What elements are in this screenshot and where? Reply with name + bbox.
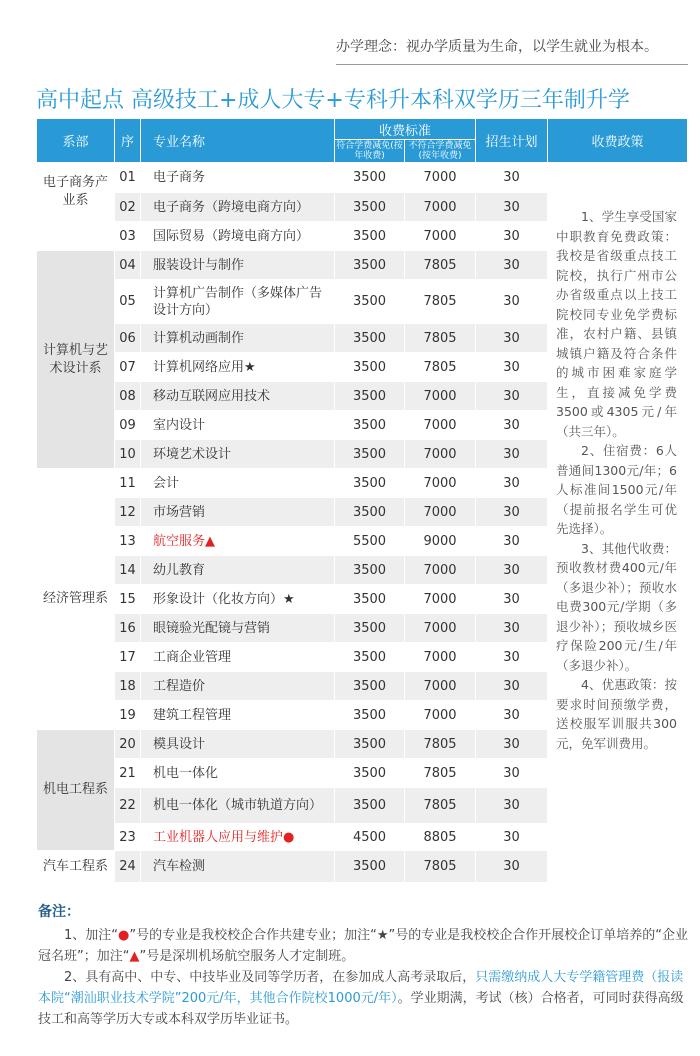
- row-fee-normal: 7000: [405, 643, 476, 672]
- row-major: 会计: [141, 469, 335, 498]
- row-plan: 30: [476, 730, 548, 759]
- row-major: 工程造价: [141, 672, 335, 701]
- row-major: 市场营销: [141, 498, 335, 527]
- motto-divider: [336, 64, 688, 65]
- row-fee-normal: 7805: [405, 353, 476, 382]
- row-no: 19: [115, 701, 141, 730]
- school-motto: 办学理念：视办学质量为生命，以学生就业为根本。: [336, 39, 658, 55]
- row-major: 移动互联网应用技术: [141, 382, 335, 411]
- row-fee-reduced: 3500: [335, 163, 405, 193]
- row-plan: 30: [476, 440, 548, 469]
- note-2-text-b: 。学业期满，考试（核）合格者，可同时获得高级技工和高等学历大专或本科双学历毕业证书。: [38, 991, 684, 1027]
- row-fee-normal: 7000: [405, 585, 476, 614]
- row-fee-normal: 7000: [405, 382, 476, 411]
- row-plan: 30: [476, 222, 548, 251]
- row-no: 13: [115, 527, 141, 556]
- row-fee-reduced: 3500: [335, 382, 405, 411]
- row-fee-reduced: 3500: [335, 251, 405, 280]
- row-plan: 30: [476, 556, 548, 585]
- header-dept: 系部: [37, 119, 115, 163]
- row-fee-reduced: 3500: [335, 672, 405, 701]
- row-fee-normal: 7000: [405, 672, 476, 701]
- row-no: 12: [115, 498, 141, 527]
- row-major: 建筑工程管理: [141, 701, 335, 730]
- row-plan: 30: [476, 163, 548, 193]
- row-no: 07: [115, 353, 141, 382]
- row-major: 工业机器人应用与维护●: [141, 824, 335, 851]
- row-fee-reduced: 3500: [335, 222, 405, 251]
- row-fee-reduced: 5500: [335, 527, 405, 556]
- row-plan: 30: [476, 324, 548, 353]
- row-fee-reduced: 3500: [335, 585, 405, 614]
- row-fee-normal: 7805: [405, 324, 476, 353]
- row-major: 汽车检测: [141, 851, 335, 883]
- header-fee-normal: 不符合学费减免(按年收费): [405, 140, 476, 163]
- row-fee-reduced: 3500: [335, 759, 405, 788]
- row-major: 眼镜验光配镜与营销: [141, 614, 335, 643]
- row-plan: 30: [476, 498, 548, 527]
- note-1-text-b: ”号的专业是我校校企合作共建专业；加注“★”号的专业是我校校企合作开展校企订单培养的“企业冠名班”；加注“: [38, 928, 688, 964]
- row-no: 08: [115, 382, 141, 411]
- row-no: 18: [115, 672, 141, 701]
- row-fee-normal: 7805: [405, 730, 476, 759]
- notes-heading: 备注：: [38, 904, 80, 920]
- row-no: 04: [115, 251, 141, 280]
- row-fee-reduced: 3500: [335, 730, 405, 759]
- row-no: 21: [115, 759, 141, 788]
- red-dot-icon: ●: [118, 928, 130, 943]
- row-plan: 30: [476, 280, 548, 324]
- row-major: 电子商务（跨境电商方向）: [141, 193, 335, 222]
- row-fee-normal: 9000: [405, 527, 476, 556]
- row-fee-reduced: 3500: [335, 411, 405, 440]
- note-2-highlight: 只需缴纳成人大专学籍管理费（报读本院“潮汕职业技术学院”200元/年，其他合作院校1000元/年）: [38, 970, 684, 1006]
- row-fee-normal: 7805: [405, 788, 476, 824]
- row-plan: 30: [476, 411, 548, 440]
- row-plan: 30: [476, 251, 548, 280]
- row-plan: 30: [476, 353, 548, 382]
- red-triangle-icon: ▲: [129, 949, 140, 964]
- dept-automotive: 汽车工程系: [37, 851, 115, 883]
- row-fee-reduced: 3500: [335, 280, 405, 324]
- header-plan: 招生计划: [476, 119, 548, 163]
- row-no: 02: [115, 193, 141, 222]
- row-major: 环境艺术设计: [141, 440, 335, 469]
- row-plan: 30: [476, 788, 548, 824]
- row-plan: 30: [476, 824, 548, 851]
- row-fee-reduced: 3500: [335, 193, 405, 222]
- policy-item-1: 1、学生享受国家中职教育免费政策：我校是省级重点技工院校，执行广州市公办省级重点以上技工院校同专业免学费标准，农村户籍、县镇城镇户籍及符合条件的城市困难家庭学生，直接减免学费3500或4305元/年（共三年）。: [556, 209, 678, 439]
- row-plan: 30: [476, 469, 548, 498]
- row-fee-reduced: 3500: [335, 353, 405, 382]
- row-fee-normal: 7000: [405, 701, 476, 730]
- row-fee-reduced: 3500: [335, 643, 405, 672]
- dept-mechatronics: 机电工程系: [37, 730, 115, 851]
- row-plan: 30: [476, 614, 548, 643]
- row-fee-reduced: 3500: [335, 469, 405, 498]
- row-no: 11: [115, 469, 141, 498]
- row-fee-reduced: 3500: [335, 701, 405, 730]
- dept-computer-art: 计算机与艺术设计系: [37, 251, 115, 469]
- note-2: [38, 967, 692, 1030]
- row-no: 06: [115, 324, 141, 353]
- row-major: 服装设计与制作: [141, 251, 335, 280]
- row-no: 20: [115, 730, 141, 759]
- row-no: 24: [115, 851, 141, 883]
- fee-table: [36, 118, 688, 883]
- note-1-text-a: 1、加注“: [64, 928, 119, 943]
- row-fee-reduced: 3500: [335, 614, 405, 643]
- row-fee-normal: 7000: [405, 222, 476, 251]
- row-fee-reduced: 3500: [335, 324, 405, 353]
- row-plan: 30: [476, 759, 548, 788]
- row-fee-reduced: 3500: [335, 498, 405, 527]
- row-no: 14: [115, 556, 141, 585]
- row-major: 机电一体化（城市轨道方向）: [141, 788, 335, 824]
- policy-item-4: 4、优惠政策：按要求时间预缴学费，送校服军训服共300元，免军训费用。: [556, 677, 678, 751]
- row-plan: 30: [476, 672, 548, 701]
- row-no: 10: [115, 440, 141, 469]
- row-no: 22: [115, 788, 141, 824]
- row-fee-normal: 8805: [405, 824, 476, 851]
- row-fee-normal: 7000: [405, 556, 476, 585]
- row-plan: 30: [476, 701, 548, 730]
- row-plan: 30: [476, 643, 548, 672]
- dept-ecommerce: 电子商务产业系: [37, 163, 115, 222]
- row-no: 05: [115, 280, 141, 324]
- row-major: 幼儿教育: [141, 556, 335, 585]
- row-major: 室内设计: [141, 411, 335, 440]
- row-plan: 30: [476, 382, 548, 411]
- row-no: 09: [115, 411, 141, 440]
- row-fee-normal: 7000: [405, 193, 476, 222]
- fee-policy: [548, 163, 688, 883]
- row-fee-reduced: 3500: [335, 851, 405, 883]
- row-no: 16: [115, 614, 141, 643]
- header-policy: 收费政策: [548, 119, 688, 163]
- row-major: 模具设计: [141, 730, 335, 759]
- row-plan: 30: [476, 193, 548, 222]
- row-fee-normal: 7000: [405, 469, 476, 498]
- row-fee-reduced: 3500: [335, 788, 405, 824]
- row-no: 01: [115, 163, 141, 193]
- row-no: 03: [115, 222, 141, 251]
- header-fee: 收费标准: [335, 119, 476, 140]
- row-no: 17: [115, 643, 141, 672]
- row-plan: 30: [476, 585, 548, 614]
- row-major: 计算机网络应用★: [141, 353, 335, 382]
- row-fee-normal: 7000: [405, 163, 476, 193]
- header-fee-reduced: 符合学费减免(按年收费): [336, 141, 403, 161]
- row-major: 航空服务▲: [141, 527, 335, 556]
- policy-item-2: 2、住宿费：6人普通间1300元/年；6人标准间1500元/年（提前报名学生可优先选择）。: [556, 443, 678, 536]
- row-major: 计算机广告制作（多媒体广告设计方向）: [141, 280, 335, 324]
- row-major: 国际贸易（跨境电商方向）: [141, 222, 335, 251]
- policy-item-3: 3、其他代收费：预收教材费400元/年（多退少补）；预收水电费300元/学期（多退少补）；预收城乡医疗保险200元/生/年（多退少补）。: [556, 540, 678, 673]
- row-major: 电子商务: [141, 163, 335, 193]
- header-no: 序: [115, 119, 141, 163]
- row-fee-reduced: 3500: [335, 556, 405, 585]
- row-fee-normal: 7000: [405, 411, 476, 440]
- row-fee-normal: 7805: [405, 759, 476, 788]
- note-1: [38, 925, 692, 967]
- notes-section: [38, 902, 692, 1030]
- row-fee-reduced: 3500: [335, 440, 405, 469]
- row-major: 工商企业管理: [141, 643, 335, 672]
- row-no: 15: [115, 585, 141, 614]
- row-plan: 30: [476, 527, 548, 556]
- row-plan: 30: [476, 851, 548, 883]
- row-major: 形象设计（化妆方向）★: [141, 585, 335, 614]
- dept-blank: [37, 222, 115, 251]
- note-2-text-a: 2、具有高中、中专、中技毕业及同等学历者，在参加成人高考录取后，: [64, 970, 476, 985]
- row-major: 机电一体化: [141, 759, 335, 788]
- dept-economics: 经济管理系: [37, 469, 115, 730]
- row-fee-normal: 7805: [405, 280, 476, 324]
- row-fee-reduced: 4500: [335, 824, 405, 851]
- row-fee-normal: 7000: [405, 498, 476, 527]
- page-title: 高中起点 高级技工+成人大专+专科升本科双学历三年制升学: [36, 88, 630, 113]
- row-fee-normal: 7805: [405, 851, 476, 883]
- row-major: 计算机动画制作: [141, 324, 335, 353]
- header-major: 专业名称: [141, 119, 335, 163]
- row-fee-normal: 7000: [405, 440, 476, 469]
- note-1-text-c: ”号是深圳机场航空服务人才定制班。: [139, 949, 355, 964]
- row-no: 23: [115, 824, 141, 851]
- row-fee-normal: 7805: [405, 251, 476, 280]
- row-fee-normal: 7000: [405, 614, 476, 643]
